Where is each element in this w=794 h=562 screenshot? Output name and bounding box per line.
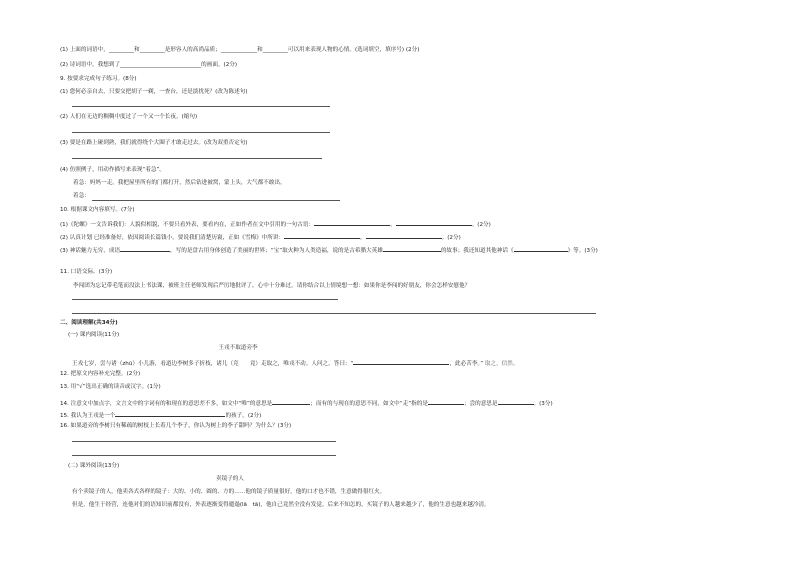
q9-part4: (4) 仿照例子，用动作描写来表现“着急”。 <box>60 167 165 173</box>
answer-line <box>72 441 336 442</box>
q13: 13. 用“√”选出正确的读音或汉字。(1分) <box>60 384 161 390</box>
q16: 16. 如果道旁的李树只有稀疏的树枝上长着几个李子，你认为树上的李子甜吗？为什么？(3分) <box>60 423 292 429</box>
q9-part2: (2) 人们在无边的稠稠中度过了一个又一个长夜。(缩句) <box>60 114 198 120</box>
q9-answer-label: 着急： <box>73 193 90 199</box>
q10-title: 10. 根据课文内容填写。(7分) <box>60 207 135 213</box>
story2-paragraph-2: 但是，他生于经营，连他对们的语知识前都没有，外表逐渐变得邋遢(lā tā)，他自己竟然全没有发觉。后来不知怎的，买镜子的人越来越少了，他的生意也越来越冷清。 <box>72 502 490 508</box>
q8-part2: (2) 诗词语中，我想到了_____________________________的画面。(2分) <box>60 62 238 68</box>
q11-body: 李闯团为忘记带毛笔而没法上书法课，被班主任老师发现后严厉地批评了，心中十分难过。请你结合以上情境想一想：如果你是李闯的好朋友，你会怎样安慰他？ <box>73 283 471 289</box>
q9-title: 9. 按要求完成句子练习。(8分) <box>60 76 137 82</box>
q8-part1: (1) 上面的词语中，_________和_________是形容人的高尚品质；_____________和_________可以用来表现人物的心情。(选词填空，填序号) (2分) <box>60 47 420 53</box>
answer-line <box>72 158 322 159</box>
answer-line <box>72 299 338 300</box>
section-2-2-title: (二) 课外阅读(13分) <box>68 463 120 469</box>
answer-line <box>72 132 330 133</box>
story2-title: 卖镜子的人 <box>216 476 244 482</box>
answer-line <box>92 200 340 201</box>
q12: 12. 把原文内容补充完整。(2分) <box>60 371 141 377</box>
section-2-1-title: (一) 课内阅读(11分) <box>68 332 120 338</box>
section-2-title: 二、阅读理解(共34分) <box>60 320 118 326</box>
q15: 15. 我认为王戎是一个 的孩子。(2分) <box>60 410 261 420</box>
q9-part3: (3) 要是在路上碰到熟，我们就得绕个大圈子才敢走过去。(改为双重否定句) <box>60 140 248 146</box>
q9-part1: (1) 您何必亲自去，只要交把胡子一剃，一查台，还是淡扰死？(改为陈述句) <box>60 89 248 95</box>
answer-line <box>72 106 330 107</box>
q10-part3: (3) 神话魅力无穷，成语 ，写的是盘古用身体创造了美丽的世界；“宝”取火种为人类造福，说的是古希腊大英雄 的故事；我还知道其他神话《 》等。(3分) <box>60 245 598 255</box>
q14: 14. 注意文中加点字，文言文中的字词有的和现在的意思差不多，如文中“唯”的意思是 ；而有的与现在的意思不同，如文中“走”指的是 ；尝的意思是 。(3分) <box>60 398 553 408</box>
story2-paragraph-1: 有个卖镜子的人，他卖各式各样的镜子：大的、小的、圆的、方的……他的镜子质量很好，他的口才也不错，生意做得很红火。 <box>72 489 386 495</box>
q10-part1: (1)《陀螺》一文告诉我们：人貌似相貌，不要只看外表，要看内在，正如作者在文中引用的一句古语： ， 。(2分) <box>60 219 491 229</box>
story1-text: 王戎七岁，尝与诸（zhū）小儿游，看道边李树多子折枝，诸儿（竞 竟）走取之，唯戎不动。人问之，答曰：“ ，此必苦李。” 取之，信然。 <box>72 358 518 368</box>
answer-line <box>72 455 336 456</box>
story1-title: 王戎不取道旁李 <box>218 345 258 351</box>
q10-part2: (2) 认真计划 已经准备好，依因阅读长篇钱小，要说我们清楚历寰，正如《雪梅》中所讲： ， 。(2分) <box>60 232 461 242</box>
q9-example: 着急：妈妈一走，我把屋里所有的门都打开，然后钻进被窝，蒙上头，大气都不敢出。 <box>73 180 286 186</box>
q11-title: 11. 口语交际。(3分) <box>60 269 113 275</box>
answer-line <box>72 313 596 314</box>
